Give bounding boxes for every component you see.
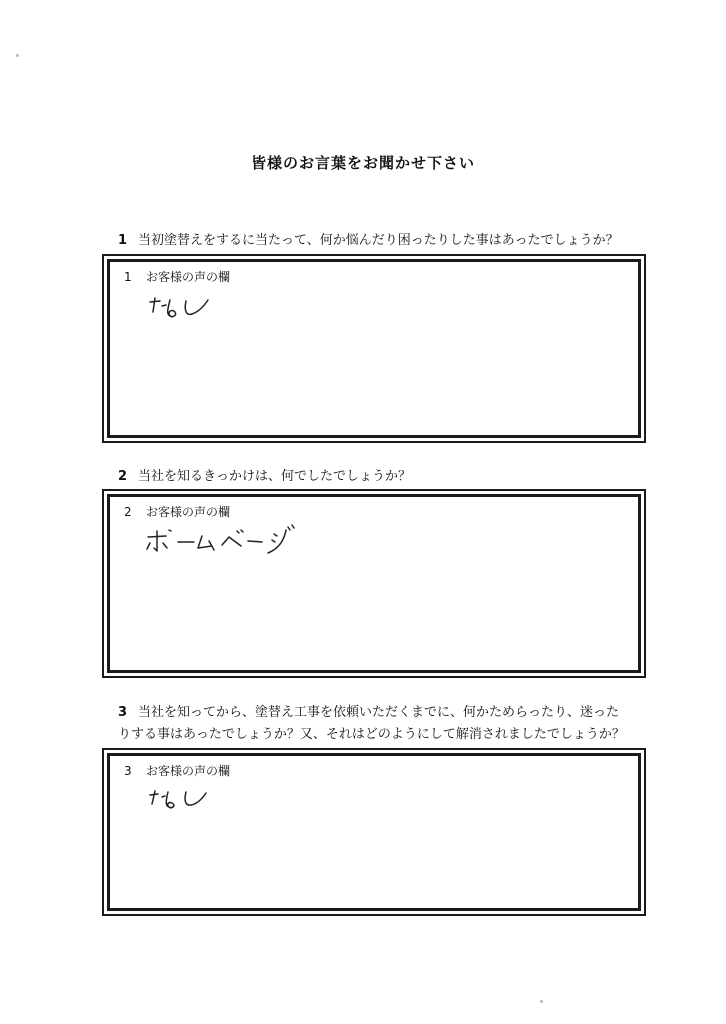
box-number: 3 (124, 764, 132, 778)
question-text-line-2: りする事はあったでしょうか？又、それはどのようにして解消されましたでしょうか？ (118, 727, 625, 742)
question-3 (118, 702, 619, 724)
handwritten-answer (144, 515, 314, 557)
answer-box-label (124, 268, 230, 285)
answer-box-inner (107, 494, 641, 673)
handwriting-nashi-1 (148, 296, 218, 322)
answer-box-3 (102, 748, 646, 916)
handwritten-answer (148, 296, 218, 322)
answer-box-label (124, 762, 230, 779)
question-text: 当初塗替えをするに当たって、何か悩んだり困ったりした事はあったでしょうか？ (138, 233, 619, 248)
question-2 (118, 466, 411, 488)
question-text: 当社を知るきっかけは、何でしたでしょうか？ (138, 469, 412, 484)
scan-speck (16, 54, 19, 57)
handwritten-answer (148, 788, 218, 814)
question-number: 3 (118, 705, 128, 720)
page-title: 皆様のお言葉をお聞かせ下さい (250, 154, 475, 172)
answer-box-2 (102, 489, 646, 678)
box-label-text: お客様の声の欄 (146, 764, 231, 778)
scan-speck (540, 1000, 543, 1003)
question-number: 2 (118, 469, 128, 484)
box-label-text: お客様の声の欄 (146, 270, 231, 284)
question-text-line-1: 当社を知ってから、塗替え工事を依頼いただくまでに、何かためらったり、迷った (138, 705, 620, 720)
handwriting-homepage (144, 515, 314, 557)
box-label-text: お客様の声の欄 (146, 505, 231, 519)
question-1 (118, 230, 619, 252)
question-number: 1 (118, 233, 128, 248)
answer-box-1 (102, 254, 646, 443)
answer-box-inner (107, 753, 641, 911)
handwriting-nashi-3 (148, 788, 218, 814)
question-3-continued (118, 724, 625, 746)
box-number: 1 (124, 270, 132, 284)
answer-box-inner (107, 259, 641, 438)
box-number: 2 (124, 505, 132, 519)
